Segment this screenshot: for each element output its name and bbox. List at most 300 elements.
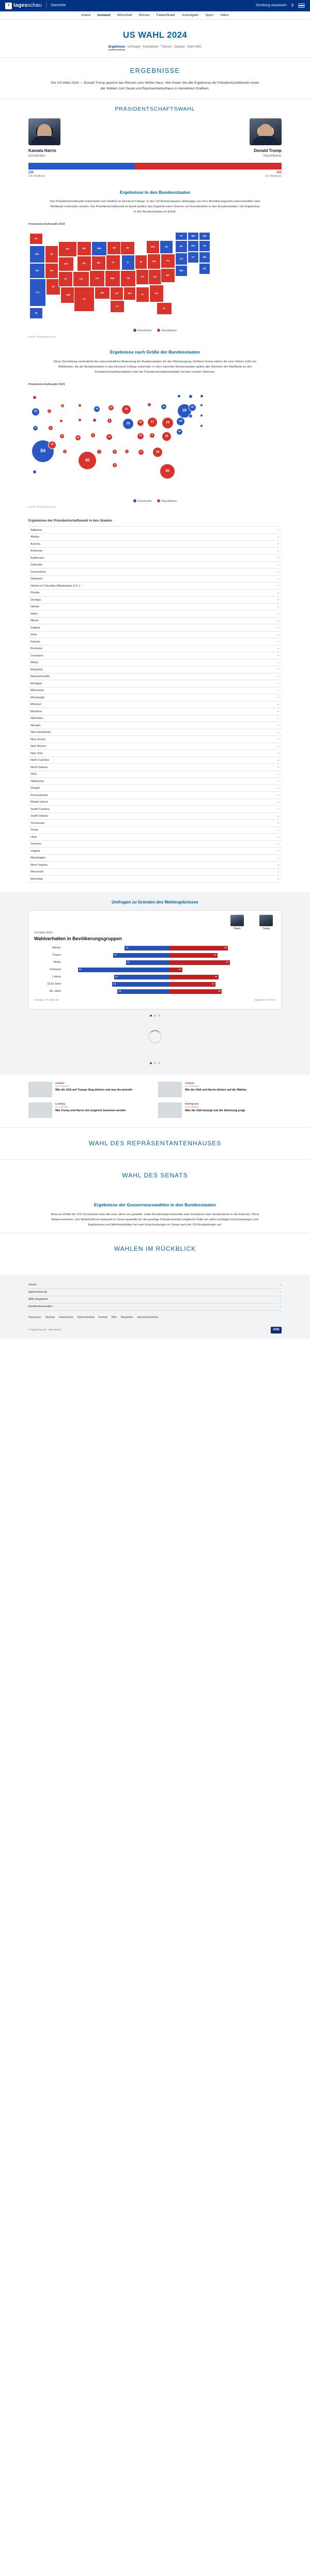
chevron-down-icon[interactable]: ⌄: [278, 1283, 282, 1286]
footer-copyright: © tagesschau.de · ARD-aktuell: [28, 1328, 61, 1331]
map-state-TN[interactable]: TN: [120, 270, 136, 287]
polls-section-title: Umfragen zu Gründen des Wahlergebnisses: [112, 899, 198, 904]
map-state-NV[interactable]: NV: [45, 263, 58, 279]
map-state-NY[interactable]: NY: [175, 240, 188, 253]
carousel-dot-3[interactable]: [158, 1015, 160, 1017]
chevron-down-icon[interactable]: ⌄: [276, 793, 280, 797]
teaser-card[interactable]: [158, 1082, 282, 1097]
bubble-OK[interactable]: 7: [97, 449, 102, 454]
map-block-title: Ergebnisse in den Bundesstaaten: [119, 189, 191, 195]
chevron-down-icon[interactable]: ⌄: [276, 591, 280, 594]
bubble-VA[interactable]: 13: [161, 404, 167, 410]
state-accordion-label: Illinois: [30, 619, 39, 623]
bubble-MI[interactable]: 15: [121, 405, 131, 415]
chevron-down-icon[interactable]: ⌄: [276, 710, 280, 713]
state-accordion-item[interactable]: [28, 576, 282, 583]
map-state-ID[interactable]: ID: [45, 246, 58, 263]
poll-bar-trump: 46: [169, 975, 219, 979]
map-state-CO[interactable]: CO: [73, 271, 89, 287]
chevron-down-icon[interactable]: ⌄: [276, 647, 280, 650]
state-accordion-item[interactable]: [28, 555, 282, 562]
carousel-dot-b[interactable]: [154, 1062, 156, 1064]
bubble-MO[interactable]: 10: [106, 434, 113, 440]
map-state-VA[interactable]: VA: [160, 240, 173, 254]
bubble-AK[interactable]: [33, 395, 37, 400]
candidate-harris: [28, 118, 155, 158]
poll-group-row: [34, 960, 276, 965]
footer-accordion-item[interactable]: [28, 1296, 282, 1304]
map-state-MI[interactable]: MI: [120, 241, 135, 255]
tab-themen[interactable]: Themen: [160, 45, 172, 49]
footer-item-label: Inland: [28, 1283, 37, 1286]
electoral-bubble-chart[interactable]: [28, 390, 282, 496]
polls-card-footer: [34, 996, 276, 1003]
chevron-down-icon[interactable]: ⌄: [276, 752, 280, 755]
state-accordion-label: Kalifornien: [30, 556, 44, 560]
state-accordion-item[interactable]: [28, 827, 282, 834]
bubble-IL[interactable]: 19: [122, 418, 134, 430]
polls-card-kicker: US Wahl 2024: [34, 931, 53, 934]
map-state-WA[interactable]: WA: [29, 246, 45, 263]
bubble-WY[interactable]: [59, 419, 63, 423]
nav-item-faktenfinder[interactable]: Faktenfinder: [156, 13, 176, 17]
bubble-MN[interactable]: 10: [94, 406, 100, 412]
state-accordion-item[interactable]: [28, 806, 282, 813]
state-accordion-item[interactable]: [28, 666, 282, 673]
map-state-NC[interactable]: NC: [161, 268, 175, 283]
state-accordion-item[interactable]: [28, 722, 282, 729]
map-state-OR[interactable]: OR: [29, 263, 45, 279]
state-accordion-item[interactable]: [28, 834, 282, 841]
state-accordion-item[interactable]: [28, 590, 282, 597]
state-accordion-item[interactable]: [28, 813, 282, 820]
chevron-down-icon[interactable]: ⌄: [276, 556, 280, 560]
poll-bar-harris: 54: [112, 982, 169, 987]
state-accordion-item[interactable]: [28, 646, 282, 653]
state-accordion-label: Massachusetts: [30, 675, 50, 679]
senate-block-title: Ergebnisse der Gouverneurswahlen in den Bundesstaaten: [94, 1202, 216, 1208]
map-state-MA[interactable]: MA: [188, 240, 199, 252]
map-state-MN[interactable]: MN: [91, 241, 107, 256]
nav-item-investigativ[interactable]: Investigativ: [182, 13, 199, 17]
nav-item-ausland[interactable]: Ausland: [97, 13, 111, 17]
chevron-down-icon[interactable]: ⌄: [276, 856, 280, 860]
chevron-down-icon[interactable]: ⌄: [276, 814, 280, 818]
chevron-down-icon[interactable]: ⌄: [276, 716, 280, 720]
bubble-SD[interactable]: [78, 418, 82, 422]
carousel-dot-c[interactable]: [158, 1062, 160, 1064]
bubble-LA[interactable]: 8: [112, 463, 117, 468]
carousel-dots[interactable]: [0, 1009, 310, 1017]
footer-link[interactable]: Newsletter: [120, 1315, 133, 1319]
state-accordion-item[interactable]: [28, 701, 282, 709]
teaser-image: [28, 1102, 52, 1118]
state-accordion-item[interactable]: [28, 869, 282, 876]
bubble-WV[interactable]: [147, 403, 151, 407]
chevron-down-icon[interactable]: ⌄: [276, 542, 280, 546]
tab-zeitplan[interactable]: Zeitplan: [174, 45, 185, 49]
map-state-ND[interactable]: ND: [77, 241, 91, 256]
state-accordion-item[interactable]: [28, 548, 282, 555]
chevron-down-icon[interactable]: ⌄: [276, 842, 280, 846]
map-state-SC[interactable]: SC: [148, 269, 162, 285]
site-logo[interactable]: [5, 2, 42, 10]
footer-link[interactable]: Barrierefreiheit: [77, 1315, 95, 1319]
bubble-AR[interactable]: 6: [112, 449, 117, 454]
state-accordion-item[interactable]: [28, 604, 282, 611]
chevron-down-icon[interactable]: ⌄: [278, 1305, 282, 1308]
map-state-GA[interactable]: GA: [149, 285, 164, 302]
candidate-party: Republikaner: [263, 155, 282, 158]
chevron-down-icon[interactable]: ⌄: [276, 528, 280, 532]
map-state-RI[interactable]: RI: [199, 240, 210, 252]
state-accordion-label: Florida: [30, 591, 40, 595]
bubble-NH[interactable]: [200, 394, 204, 398]
chevron-down-icon[interactable]: ⌄: [276, 779, 280, 783]
map-state-TX[interactable]: TX: [74, 287, 95, 312]
footer-item-label: Rundfunkanstalten: [28, 1305, 53, 1308]
chevron-down-icon[interactable]: ⌄: [276, 654, 280, 657]
state-accordion-item[interactable]: [28, 848, 282, 855]
poll-candidate-name: Harris: [234, 927, 241, 931]
bubble-VT[interactable]: [177, 394, 181, 398]
teaser-title: Wie Trump und Harris mit vergleich bewerten werden: [55, 1109, 126, 1112]
state-accordion-item[interactable]: [28, 694, 282, 701]
polls-card: [28, 910, 282, 1009]
map-state-NH[interactable]: NH: [199, 232, 210, 240]
map-state-VT[interactable]: VT: [175, 232, 188, 240]
teaser-card[interactable]: [28, 1102, 152, 1118]
footer-accordion-item[interactable]: [28, 1282, 282, 1289]
footer-link[interactable]: Hilfe: [111, 1315, 117, 1319]
map-state-KS[interactable]: KS: [89, 270, 105, 287]
state-accordion-label: Georgia: [30, 598, 41, 602]
state-accordion-item[interactable]: [28, 680, 282, 687]
state-accordion-item[interactable]: [28, 708, 282, 715]
bubble-MA[interactable]: 11: [189, 404, 196, 411]
state-accordion-label: Vermont: [30, 842, 41, 846]
state-accordion-item[interactable]: [28, 632, 282, 639]
state-accordion-label: New Hampshire: [30, 731, 51, 734]
state-accordion-item[interactable]: [28, 799, 282, 806]
bubble-HI[interactable]: [33, 470, 37, 474]
chevron-down-icon[interactable]: ⌄: [276, 828, 280, 832]
map-state-AK[interactable]: AK: [29, 233, 43, 244]
footer-link[interactable]: Impressum: [28, 1315, 41, 1319]
state-accordion-label: West Virginia: [30, 863, 48, 867]
bubble-PA[interactable]: 19: [162, 417, 174, 429]
state-accordion-item[interactable]: [28, 618, 282, 625]
tab-umfragen[interactable]: Umfragen: [127, 45, 141, 49]
chevron-down-icon[interactable]: ⌄: [276, 696, 280, 699]
bubble-MD[interactable]: 10: [176, 428, 183, 435]
bubble-ND[interactable]: [78, 404, 82, 407]
bubble-UT[interactable]: 6: [59, 434, 65, 439]
carousel-dot-1[interactable]: [150, 1015, 152, 1017]
chevron-down-icon[interactable]: ⌄: [276, 605, 280, 608]
carousel-dots-2[interactable]: [0, 1057, 310, 1064]
map-state-MD[interactable]: MD: [175, 265, 188, 277]
chevron-down-icon[interactable]: ⌄: [276, 626, 280, 630]
teaser-image: [158, 1102, 182, 1118]
footer-link[interactable]: Datenschutz: [59, 1315, 73, 1319]
bubble-ID[interactable]: 4: [47, 409, 52, 413]
bubble-GA[interactable]: 16: [152, 447, 163, 457]
state-accordion-item[interactable]: [28, 736, 282, 743]
bubble-MT[interactable]: 4: [60, 404, 65, 408]
bubble-IA[interactable]: 6: [107, 418, 112, 423]
map-state-MS[interactable]: MS: [123, 287, 136, 300]
chevron-down-icon[interactable]: ⌄: [276, 584, 280, 588]
bubble-NM[interactable]: 5: [63, 449, 67, 454]
chevron-down-icon[interactable]: ⌄: [276, 724, 280, 727]
map-state-AL[interactable]: AL: [136, 287, 149, 302]
state-accordion-item[interactable]: [28, 750, 282, 757]
state-accordion-item[interactable]: [28, 596, 282, 604]
footer-accordion-item[interactable]: [28, 1304, 282, 1311]
map-state-DC[interactable]: DC: [199, 263, 210, 274]
map-state-IA[interactable]: IA: [106, 255, 120, 270]
bubble-WI[interactable]: 10: [108, 405, 114, 411]
state-accordion-item[interactable]: [28, 785, 282, 792]
bubble-CA[interactable]: 54: [32, 440, 54, 463]
state-accordion-item[interactable]: [28, 582, 282, 590]
poll-group-label: Latinos: [52, 975, 61, 978]
bubble-DE[interactable]: [200, 414, 203, 417]
tab-kandidaten[interactable]: Kandidaten: [143, 45, 159, 49]
state-accordion-item[interactable]: [28, 610, 282, 618]
state-accordion-item[interactable]: [28, 820, 282, 827]
nav-item-video[interactable]: Video: [220, 13, 229, 17]
logo-main: tages: [13, 2, 28, 8]
state-accordion-item[interactable]: [28, 673, 282, 681]
footer-accordion-item[interactable]: [28, 1289, 282, 1296]
state-accordion-item[interactable]: [28, 624, 282, 632]
poll-bar-trump: 55: [169, 946, 228, 950]
chevron-down-icon[interactable]: ⌄: [276, 682, 280, 685]
polls-card-title: Wahlverhalten in Bevölkerungsgruppen: [34, 936, 122, 941]
chevron-down-icon[interactable]: ⌄: [276, 863, 280, 867]
bubble-AZ[interactable]: 11: [48, 441, 56, 449]
state-accordion-item[interactable]: [28, 764, 282, 771]
state-accordion-item[interactable]: [28, 778, 282, 785]
state-accordion-item[interactable]: [28, 527, 282, 534]
nav-item-wirtschaft[interactable]: Wirtschaft: [117, 13, 132, 17]
bubble-DC[interactable]: [200, 424, 203, 427]
topbar-settings-link[interactable]: Sendung anpassen: [255, 3, 287, 7]
chevron-down-icon[interactable]: ⌄: [276, 640, 280, 643]
page-title: US WAHL 2024: [122, 30, 188, 40]
poll-group-row: [34, 953, 276, 958]
state-accordion-label: Alabama: [30, 528, 42, 532]
map-state-UT[interactable]: UT: [58, 271, 73, 287]
ard-logo: [271, 1327, 282, 1333]
chevron-down-icon[interactable]: ⌄: [276, 758, 280, 762]
polls-section: [0, 892, 310, 1075]
chevron-down-icon[interactable]: ⌄: [276, 598, 280, 602]
map-state-AR[interactable]: AR: [110, 287, 123, 300]
map-state-IN[interactable]: IN: [135, 255, 147, 269]
tab-ergebnisse[interactable]: Ergebnisse: [109, 45, 125, 51]
ard-label: ARD: [271, 1327, 282, 1333]
nav-item-sport[interactable]: Sport: [205, 13, 214, 17]
state-accordion-item[interactable]: [28, 652, 282, 660]
map-state-WY[interactable]: WY: [58, 257, 74, 271]
state-accordion-item[interactable]: [28, 876, 282, 883]
footer-item-label: tagesschau.de: [28, 1291, 48, 1294]
state-accordion-label: Tennessee: [30, 821, 45, 825]
map-state-CA[interactable]: CA: [29, 279, 46, 306]
map-state-ME[interactable]: ME: [188, 232, 199, 240]
chevron-down-icon[interactable]: ⌄: [276, 619, 280, 622]
chevron-down-icon[interactable]: ⌄: [276, 821, 280, 825]
state-accordion-item[interactable]: [28, 534, 282, 541]
bubble-OR[interactable]: 8: [33, 425, 38, 431]
state-accordion-item[interactable]: [28, 541, 282, 548]
state-accordion-item[interactable]: [28, 757, 282, 764]
bubble-IN[interactable]: 11: [137, 419, 144, 426]
chevron-down-icon[interactable]: ⌄: [276, 688, 280, 692]
chevron-down-icon[interactable]: ⌄: [276, 612, 280, 616]
state-accordion-item[interactable]: [28, 687, 282, 695]
map-state-KY[interactable]: KY: [136, 269, 149, 285]
chevron-down-icon[interactable]: ⌄: [276, 738, 280, 741]
footer-link[interactable]: Kontakt: [98, 1315, 107, 1319]
map-state-HI[interactable]: HI: [29, 308, 43, 319]
polls-unit: Angaben in Prozent: [254, 999, 276, 1002]
chevron-down-icon[interactable]: ⌄: [276, 570, 280, 574]
map-state-IL[interactable]: IL: [121, 255, 135, 270]
bubble-MS[interactable]: 6: [125, 449, 129, 454]
bubble-FL[interactable]: 30: [160, 464, 175, 479]
footer-item-list: [28, 1282, 282, 1311]
map-state-NE[interactable]: NE: [91, 256, 106, 270]
chevron-down-icon[interactable]: ⌄: [276, 702, 280, 706]
state-accordion-item[interactable]: [28, 841, 282, 848]
map-state-LA[interactable]: LA: [110, 300, 125, 313]
map-state-DE[interactable]: DE: [199, 252, 210, 263]
map-state-SD[interactable]: SD: [77, 256, 91, 271]
map-state-FL[interactable]: FL: [157, 302, 172, 315]
carousel-dot-2[interactable]: [154, 1015, 156, 1017]
chevron-down-icon[interactable]: ⌄: [276, 765, 280, 769]
chevron-down-icon[interactable]: ⌄: [276, 786, 280, 790]
nav-item-inland[interactable]: Inland: [81, 13, 91, 17]
state-accordion-item[interactable]: [28, 729, 282, 737]
map-state-OH[interactable]: OH: [147, 254, 161, 269]
chevron-down-icon[interactable]: ⌄: [276, 835, 280, 839]
polls-source: Umfrage: AP VoteCast: [34, 999, 59, 1002]
chevron-down-icon[interactable]: ⌄: [276, 800, 280, 804]
bubble-ME[interactable]: [189, 394, 193, 398]
bubble-NV[interactable]: 6: [48, 425, 53, 431]
map-state-NM[interactable]: NM: [60, 287, 76, 303]
bubble-AL[interactable]: 9: [138, 449, 144, 455]
search-icon[interactable]: ⚲: [291, 3, 294, 8]
chevron-down-icon[interactable]: ⌄: [278, 1290, 282, 1294]
footer-link[interactable]: Sitemap: [45, 1315, 55, 1319]
map-state-MO[interactable]: MO: [105, 270, 120, 287]
chevron-down-icon[interactable]: ⌄: [276, 661, 280, 664]
teaser-card[interactable]: [158, 1102, 282, 1118]
chevron-down-icon[interactable]: ⌄: [276, 549, 280, 553]
state-accordion-item[interactable]: [28, 562, 282, 569]
chevron-down-icon[interactable]: ⌄: [276, 807, 280, 811]
bubble-TX[interactable]: 40: [78, 451, 97, 470]
state-accordion-item[interactable]: [28, 660, 282, 667]
bubble-KS[interactable]: 6: [90, 433, 96, 438]
chevron-down-icon[interactable]: ⌄: [276, 577, 280, 580]
map-state-MT[interactable]: MT: [58, 241, 77, 257]
poll-bar-harris: 86: [78, 968, 169, 972]
state-accordion-item[interactable]: [28, 743, 282, 750]
state-accordion-item[interactable]: [28, 569, 282, 576]
chevron-down-icon[interactable]: ⌄: [276, 563, 280, 566]
teaser-image: [158, 1082, 182, 1097]
bubble-CO[interactable]: 10: [75, 435, 81, 441]
bubble-NE[interactable]: [92, 418, 97, 422]
chevron-down-icon[interactable]: ⌄: [276, 674, 280, 678]
state-accordion-item[interactable]: [28, 638, 282, 646]
hamburger-icon[interactable]: [298, 4, 305, 8]
chevron-down-icon[interactable]: ⌄: [276, 535, 280, 539]
poll-bar-harris: 53: [113, 953, 169, 958]
chevron-down-icon[interactable]: ⌄: [276, 772, 280, 776]
bubble-RI[interactable]: [200, 404, 203, 407]
chevron-down-icon[interactable]: ⌄: [276, 870, 280, 873]
state-accordion-item[interactable]: [28, 771, 282, 778]
poll-candidate-harris: [230, 915, 244, 931]
bubble-WA[interactable]: 12: [32, 408, 40, 416]
state-accordion-item[interactable]: [28, 792, 282, 799]
map-state-WI[interactable]: WI: [107, 241, 121, 255]
state-accordion-item[interactable]: [28, 715, 282, 723]
chevron-down-icon[interactable]: ⌄: [276, 668, 280, 671]
topbar-home-link[interactable]: Startseite: [50, 3, 66, 7]
logo-mark-icon: t: [5, 3, 12, 9]
chevron-down-icon[interactable]: ⌄: [276, 730, 280, 734]
bubble-SC[interactable]: 9: [149, 433, 155, 438]
carousel-dot-a[interactable]: [150, 1062, 152, 1064]
bubble-NJ[interactable]: 14: [176, 417, 185, 426]
state-accordion-item[interactable]: [28, 862, 282, 869]
bubble-CT[interactable]: [189, 414, 193, 418]
bubble-TN[interactable]: 11: [137, 433, 144, 440]
candidate-name: Kamala Harris: [28, 148, 56, 154]
tab-wahl-abc[interactable]: Wahl-ABC: [187, 45, 202, 49]
map-state-AZ[interactable]: AZ: [46, 279, 60, 295]
footer-link[interactable]: Sprachassistenten: [137, 1315, 159, 1319]
chevron-down-icon[interactable]: ⌄: [276, 849, 280, 853]
map-state-NJ[interactable]: NJ: [175, 253, 188, 265]
chevron-down-icon[interactable]: ⌄: [276, 744, 280, 748]
nav-item-wissen[interactable]: Wissen: [138, 13, 150, 17]
state-accordion-item[interactable]: [28, 855, 282, 862]
bubble-OH[interactable]: 17: [147, 417, 158, 427]
bubble-NC[interactable]: 16: [162, 432, 172, 441]
electoral-bar-values: [28, 171, 282, 175]
teaser-card[interactable]: [28, 1082, 152, 1097]
map-state-PA[interactable]: PA: [161, 254, 175, 268]
map-state-WV[interactable]: WV: [146, 240, 160, 254]
map-state-CT[interactable]: CT: [188, 252, 199, 263]
map-state-OK[interactable]: OK: [95, 287, 110, 299]
electoral-map-chart[interactable]: [28, 230, 282, 326]
chevron-down-icon[interactable]: ⌄: [276, 633, 280, 636]
chevron-down-icon[interactable]: ⌄: [278, 1297, 282, 1301]
bubble-NY[interactable]: 28: [177, 404, 192, 418]
chevron-down-icon[interactable]: ⌄: [276, 877, 280, 881]
